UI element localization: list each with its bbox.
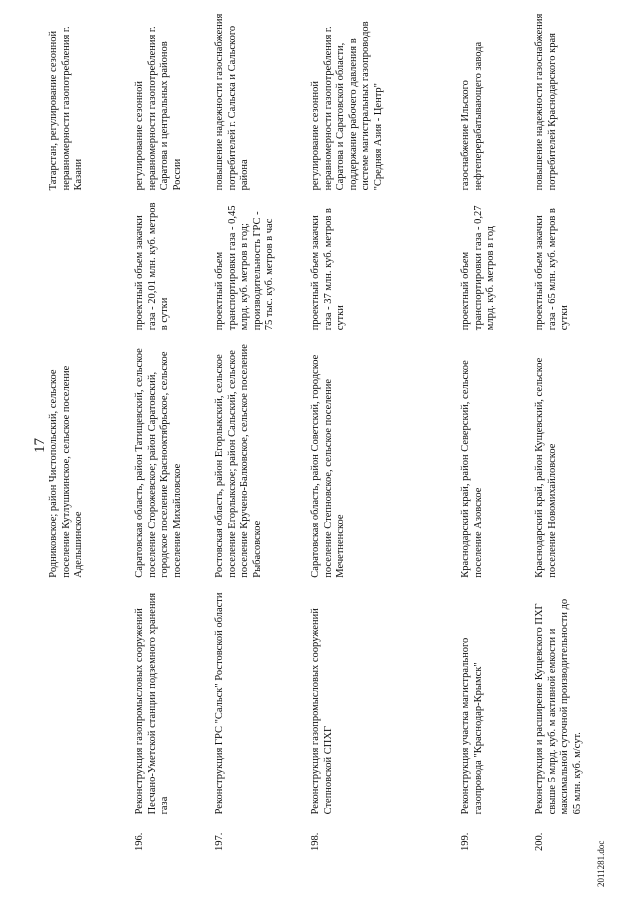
table-row	[456, 5, 530, 855]
object-name	[44, 582, 130, 819]
row-number: 197.	[214, 832, 225, 851]
object-purpose: повышение надежности газоснабжения потребителей Краснодарского края	[534, 13, 558, 191]
table-row	[44, 5, 130, 855]
object-location: Краснодарский край, район Северский, сельское поселение Азовское	[460, 360, 484, 578]
object-name: Реконструкция ГРС "Сальск" Ростовской области	[214, 592, 225, 815]
object-location: Родниковское; район Чистопольский, сельское поселение Кутлушкинское, сельское поселение Адельшинское	[48, 365, 84, 578]
row-number: 200.	[534, 832, 545, 851]
object-name: Реконструкция газопромысловых сооружений Песчано-Уметской станции подземного хранения газа	[134, 592, 170, 815]
object-purpose: регулирование сезонной неравномерности газопотребления г. Саратова и Саратовской области, поддержание рабочего давления в системе магистральных газопроводов "Средняя Азия - Центр"	[310, 21, 384, 191]
page-number: 17	[32, 438, 48, 453]
object-name: Реконструкция газопромысловых сооружений Степновской СПХГ	[310, 608, 334, 815]
row-number	[44, 818, 130, 855]
object-location: Ростовская область, район Егорлыкский, сельское поселение Егорлыкское; район Сальский, сельское поселение Крученo-Балковское, сельское поселение Рыбасовское	[214, 344, 263, 578]
footer-filename: 2011281.doc	[596, 840, 606, 887]
table-row	[210, 5, 306, 855]
object-purpose: регулирование сезонной неравномерности газопотребления г. Саратова и центральных районов России	[134, 26, 183, 191]
object-purpose: газоснабжение Ильского нефтеперерабатывающего завода	[460, 41, 484, 191]
row-number: 199.	[460, 832, 471, 851]
object-capacity: проектный объем транспортировки газа - 0,27 млрд. куб. метров в год	[460, 205, 496, 331]
row-number: 196.	[134, 832, 145, 851]
row-number: 198.	[310, 832, 321, 851]
object-location: Саратовская область, район Татищевский, сельское поселение Сторожевское; район Саратовский, городское поселение Красноoктябрьское, сельское поселение Михайловское	[134, 348, 183, 578]
object-purpose: Татарстан, регулирование сезонной неравномерности газопотребления г. Казани	[48, 26, 84, 191]
object-capacity: проектный объем закачки газа - 37 млн. куб. метров в сутки	[310, 208, 346, 331]
object-location: Краснодарский край, район Кущевский, сельское поселение Новомихайловское	[534, 357, 558, 578]
object-capacity: проектный объем транспортировки газа - 0,45 млрд. куб. метров в год; производительность ГРС - 75 тыс. куб. метров в час	[214, 205, 275, 331]
object-purpose: повышение надежности газоснабжения потребителей г. Сальска и Сальского района	[214, 13, 250, 191]
objects-table	[44, 5, 590, 855]
object-location: Саратовская область, район Советский, городское поселение Степновское, сельское поселение Мечетненское	[310, 354, 346, 578]
object-capacity	[44, 194, 130, 334]
table-row	[306, 5, 456, 855]
table-row	[530, 5, 590, 855]
object-capacity: проектный объем закачки газа - 65 млн. куб. метров в сутки	[534, 208, 570, 331]
object-capacity: проектный объем закачки газа - 20,01 млн. куб. метров в сутки	[134, 202, 170, 331]
table-row	[130, 5, 210, 855]
object-name: Реконструкция участка магистрального газопровода "Краснодар-Крымск"	[460, 637, 484, 815]
object-name: Реконструкция и расширение Кущевского ПХГ свыше 5 млрд. куб. м активной емкости и максимальной суточной производительности до 65 млн. куб. м/сут.	[534, 598, 583, 815]
